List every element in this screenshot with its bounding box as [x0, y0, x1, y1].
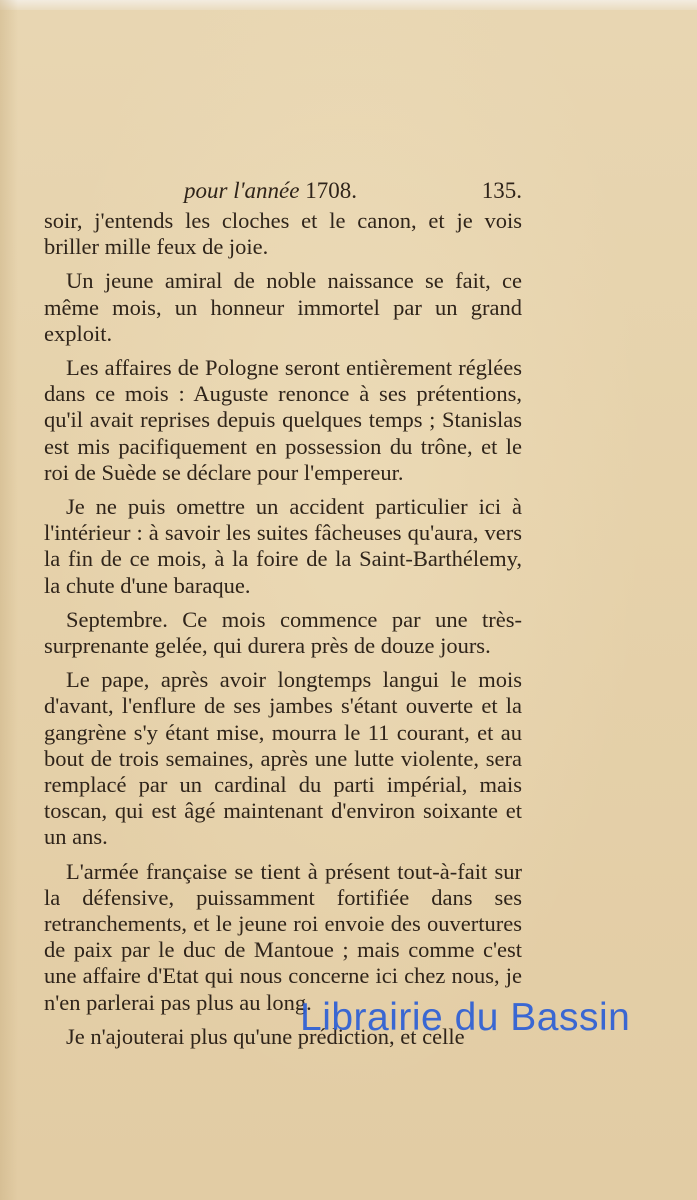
paragraph: Les affaires de Pologne seront entièrement réglées dans ce mois : Auguste renonce à ses prétentions, qu'il avait reprises depuis quelques temps ; Stanislas est mis pacifiquement en possession du trône, et le roi de Suède se déclare pour l'empereur.: [44, 355, 522, 485]
watermark: Librairie du Bassin: [300, 996, 631, 1039]
running-title-italic: pour l'année: [184, 178, 300, 203]
paragraph: Je ne puis omettre un accident particulier ici à l'intérieur : à savoir les suites fâcheuses qu'aura, vers la fin de ce mois, à la foire de la Saint-Barthélemy, la chute d'une baraque.: [44, 494, 522, 598]
paragraph: Je n'ajouterai plus qu'une prédiction, et celle: [66, 1023, 465, 1049]
running-head: [44, 174, 522, 208]
paragraph: Septembre. Ce mois commence par une très-surprenante gelée, qui durera près de douze jours.: [44, 606, 522, 659]
paragraph: soir, j'entends les cloches et le canon, et je vois briller mille feux de joie.: [44, 208, 522, 260]
page-top-edge: [0, 0, 697, 10]
paragraph: L'armée française se tient à présent tout-à-fait sur la défensive, puissamment fortifiée dans ses retranchements, et le jeune roi envoie des ouvertures de paix par le duc de Mantoue ; mais comme c'est une affaire d'Etat qui nous concerne ici chez nous, je n'en parlerai pas plus au long.: [44, 858, 522, 1015]
page-binding-shadow: [0, 0, 18, 1200]
paragraph: Le pape, après avoir longtemps langui le mois d'avant, l'enflure de ses jambes s'étant ouverte et la gangrène s'y étant mise, mourra le 11 courant, et au bout de trois semaines, après une lutte violente, sera remplacé par un cardinal du parti impérial, mais toscan, qui est âgé maintenant d'environ soixante et un ans.: [44, 667, 522, 850]
page-number: 135.: [481, 178, 522, 203]
running-title: [184, 178, 357, 204]
body-text: [44, 208, 522, 1050]
paragraph: Un jeune amiral de noble naissance se fait, ce même mois, un honneur immortel par un grand exploit.: [44, 268, 522, 346]
running-title-year: 1708.: [305, 178, 357, 203]
